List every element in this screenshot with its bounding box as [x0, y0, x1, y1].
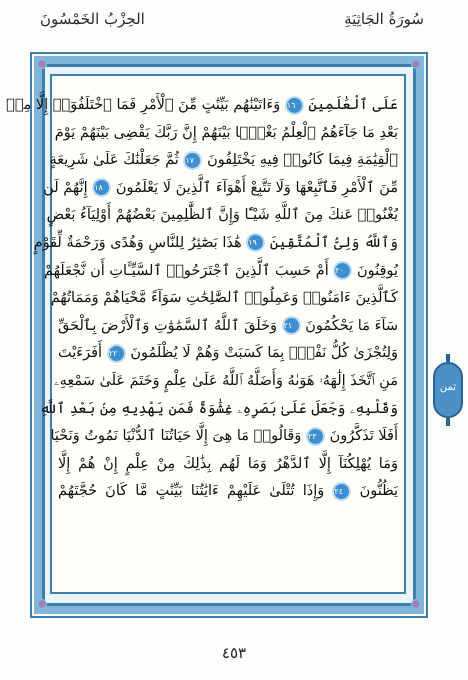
corner-rosette — [37, 599, 47, 609]
marker-label: ثمن — [439, 382, 457, 393]
ayah-number-marker: ١٦ — [287, 98, 302, 113]
text-line — [6, 92, 398, 120]
verse-text: عَلَى ٱلْعَٰلَمِينَ — [308, 97, 398, 113]
verse-text: كَٱلَّذِينَ ءَامَنُوا۟ وَعَمِلُوا۟ ٱلصَّٰلِحَٰتِ سَوَآءً مَّحْيَاهُمْ وَمَمَاتُهُمْ — [50, 290, 398, 307]
text-line — [43, 175, 398, 203]
verse-text: أَفَرَءَيْتَ — [58, 345, 103, 362]
verse-text: يُغْنُوا۟ عَنكَ مِنَ ٱللَّهِ شَيْـًٔا وَإِنَّ ٱلظَّٰلِمِينَ بَعْضُهُمْ أَوْلِيَآءُ بَعْضٍ — [46, 207, 398, 224]
verse-text: يُوقِنُونَ — [357, 262, 398, 279]
ayah-number-marker: ١٧ — [185, 153, 200, 168]
verse-text: أَمْ حَسِبَ ٱلَّذِينَ ٱجْتَرَحُوا۟ ٱلسَّيِّـَٔاتِ أَن نَّجْعَلَهُمْ — [43, 262, 329, 279]
surah-title: سُورَةُ الجَاثِيَةِ — [344, 10, 424, 28]
verse-text: وَخَلَقَ ٱللَّهُ ٱلسَّمَٰوَٰتِ وَٱلْأَرْضَ بِٱلْحَقِّ — [58, 317, 277, 334]
verse-text: وَٱللَّهُ وَلِىُّ ٱلْمُتَّقِينَ — [269, 234, 398, 251]
text-line — [43, 258, 398, 286]
verse-text: سَآءَ مَا يَحْكُمُونَ — [305, 317, 399, 334]
ayah-number-marker: ٢٤ — [334, 484, 349, 499]
verse-text: وَءَاتَيْنَٰهُم بَيِّنَٰتٍ مِّنَ ٱلْأَمْرِ فَمَا ٱخْتَلَفُوٓا۟ إِلَّا مِنۢ — [6, 97, 281, 113]
ayah-number-marker: ٢٢ — [109, 346, 124, 361]
ayah-number-marker: ٢٣ — [308, 429, 323, 444]
text-line — [33, 230, 398, 258]
hizb-title: الحِزْبُ الخَمْسُونَ — [40, 10, 145, 28]
text-line — [46, 202, 398, 230]
verse-text: ثُمَّ جَعَلْنَٰكَ عَلَىٰ شَرِيعَةٍ — [49, 152, 179, 169]
text-line — [58, 478, 398, 506]
thumun-marker — [433, 354, 463, 426]
verse-text: هَٰذَا بَصَٰٓئِرُ لِلنَّاسِ وَهُدًى وَرَحْمَةٌ لِّقَوْمٍ — [33, 234, 242, 251]
verse-text: وَإِذَا تُتْلَىٰ عَلَيْهِمْ ءَايَٰتُنَا بَيِّنَٰتٍ مَّا كَانَ حُجَّتَهُمْ — [58, 483, 325, 500]
text-line — [54, 120, 398, 148]
quran-text — [6, 92, 399, 506]
corner-rosette — [411, 599, 421, 609]
verse-text: بَعْدِ مَا جَآءَهُمُ ٱلْعِلْمُ بَغْيًۢا بَيْنَهُمْ إِنَّ رَبَّكَ يَقْضِى بَيْنَهُمْ يَوْمَ — [54, 124, 398, 141]
page-number: ٤٥٣ — [221, 644, 247, 662]
verse-text: وَقَالُوا۟ مَا هِىَ إِلَّا حَيَاتُنَا ٱلدُّنْيَا نَمُوتُ وَنَحْيَا — [50, 428, 302, 445]
text-line — [58, 451, 398, 479]
corner-rosette — [411, 59, 421, 69]
verse-text: يَظُنُّونَ — [359, 483, 399, 500]
verse-text: وَقَلْبِهِۦ وَجَعَلَ عَلَىٰ بَصَرِهِۦ غِشَٰوَةً فَمَن يَهْدِيهِ مِنۢ بَعْدِ ٱللَّهِ — [39, 400, 398, 417]
text-line — [49, 147, 398, 175]
text-line — [58, 340, 398, 368]
verse-text: مِّنَ ٱلْأَمْرِ فَٱتَّبِعْهَا وَلَا تَتَّبِعْ أَهْوَآءَ ٱلَّذِينَ لَا يَعْلَمُونَ — [115, 179, 398, 196]
verse-text: ٱلْقِيَٰمَةِ فِيمَا كَانُوا۟ فِيهِ يَخْتَلِفُونَ — [207, 152, 398, 169]
verse-text: وَلِتُجْزَىٰ كُلُّ نَفْسٍۭ بِمَا كَسَبَتْ وَهُمْ لَا يُظْلَمُونَ — [130, 345, 399, 362]
ayah-number-marker: ١٨ — [94, 180, 109, 195]
verse-text: وَمَا يُهْلِكُنَآ إِلَّا ٱلدَّهْرُ وَمَا لَهُم بِذَٰلِكَ مِنْ عِلْمٍ إِنْ هُمْ إِلَّا — [58, 455, 398, 472]
verse-text: إِنَّهُمْ لَن — [43, 179, 88, 196]
verse-text: أَفَلَا تَذَكَّرُونَ — [329, 428, 398, 445]
ayah-number-marker: ٢١ — [284, 318, 299, 333]
text-line — [54, 368, 398, 396]
text-line — [50, 285, 398, 313]
marker-tip — [446, 354, 450, 362]
marker-tip — [446, 418, 450, 426]
text-line — [50, 423, 398, 451]
verse-text: مَنِ ٱتَّخَذَ إِلَٰهَهُۥ هَوَىٰهُ وَأَضَلَّهُ ٱللَّهُ عَلَىٰ عِلْمٍ وَخَتَمَ عَلَىٰ سَمْعِهِۦ — [54, 372, 398, 389]
text-line — [39, 396, 398, 424]
ayah-number-marker: ٢٠ — [335, 263, 350, 278]
text-line — [58, 313, 398, 341]
ayah-number-marker: ١٩ — [248, 235, 263, 250]
corner-rosette — [37, 59, 47, 69]
